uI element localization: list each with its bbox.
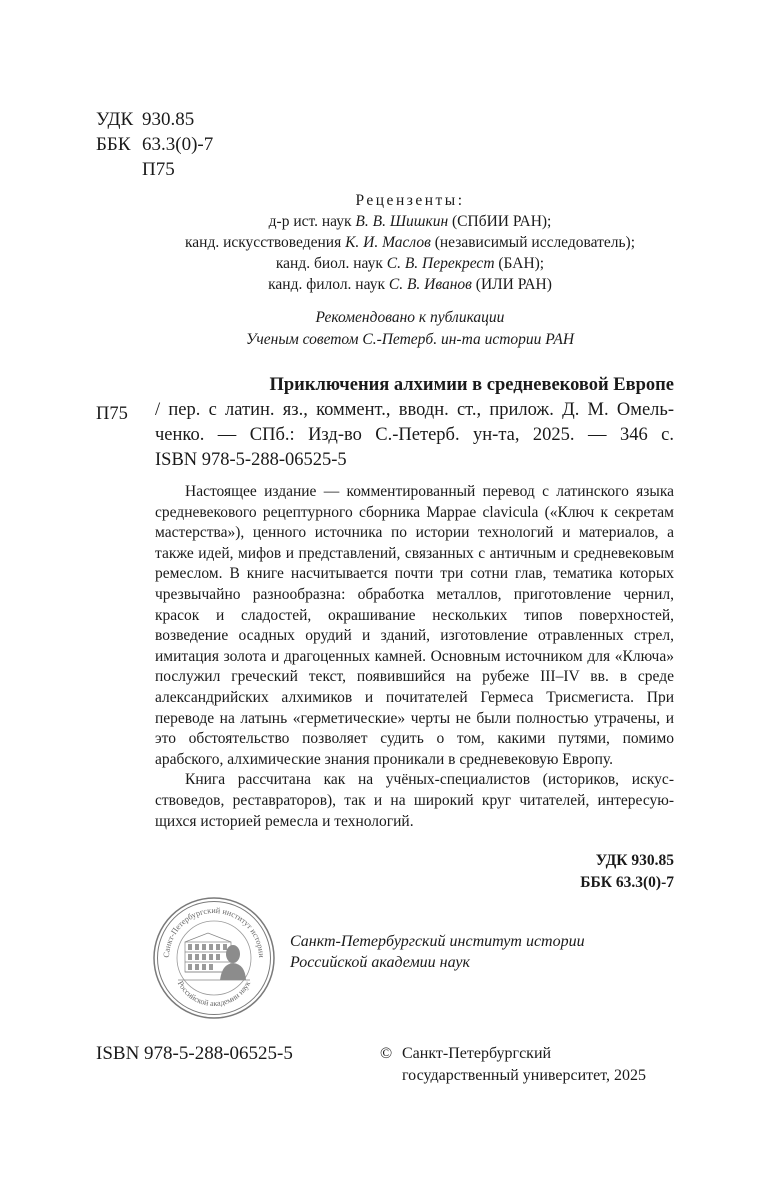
classification-bottom <box>450 850 674 894</box>
annotation-paragraph: Настоящее издание — комментированный перевод с латинского языка средневекового рецептурного сборника Mappae clavicula («Ключ к секретам мастерства»), ценного источника по истории технологий и материалов, а также идей, мифов и представлений, связанных с античным и средневековым ремеслом. В книге насчитывается почти три сотни глав, тематика которых чрезвычайно разнообразна: обработка металлов, приготовление чернил, красок и сладостей, окрашивание нескольких типов поверхностей, возведение осадных орудий и зданий, изготовление отравленных стрел, имитация золота и драгоценных камней. Основным источником для «Ключа» послужил греческий текст, появившийся на рубеже III–IV вв. в среде александрийских алхимиков и почитателей Гермеса Трисмегиста. При переводе на латынь «герметические» черты не были полностью утрачены, и это обстоятельство позволяет судить о том, какими путями, помимо арабского, алхимические знания проникали в средневековую Европу. <box>155 483 674 768</box>
seal-bottom-text: Российской академии наук <box>175 979 253 1009</box>
bbk-bottom: ББК 63.3(0)-7 <box>580 874 674 891</box>
recommendation-line-2: Ученым советом С.-Петерб. ин-та истории РАН <box>245 331 575 348</box>
annotation-paragraph: Книга рассчитана как на учёных-специалистов (историков, искусствоведов, реставраторов), так и на широкий круг читателей, интересующихся историей ремесла и технологий. <box>155 771 674 830</box>
copyright-holder-line-1: Санкт-Петербургский <box>402 1045 552 1062</box>
recommendation-line-1: Рекомендовано к публикации <box>315 309 505 326</box>
bibliographic-record <box>155 373 674 473</box>
bibliography-mark: П75 <box>96 404 128 424</box>
author-mark: П75 <box>142 159 175 180</box>
institute-seal-icon <box>152 896 276 1020</box>
udk-row: УДК 930.85 <box>96 109 195 130</box>
reviewers-heading: Рецензенты: <box>355 192 465 209</box>
institute-line-2: Российской академии наук <box>290 954 470 971</box>
institute-line-1: Санкт-Петербургский институт истории <box>290 933 585 950</box>
reviewer-1: д-р ист. наук В. В. Шишкин (СПбИИ РАН); <box>268 213 552 230</box>
seal-top-text: Санкт-Петербургский институт истории <box>161 905 267 958</box>
udk-bottom: УДК 930.85 <box>595 852 674 869</box>
annotation <box>155 482 674 832</box>
reviewer-3: канд. биол. наук С. В. Перекрест (БАН); <box>275 255 545 272</box>
publication-details: / пер. с латин. яз., коммент., вводн. ст., прилож. Д. М. Омельченко. — СПб.: Изд-во С.-Петерб. ун-та, 2025. — 346 с. <box>155 400 674 445</box>
bbk-row: ББК 63.3(0)-7 <box>96 134 214 155</box>
copyright-icon: © <box>380 1045 393 1062</box>
reviewer-4: канд. филол. наук С. В. Иванов (ИЛИ РАН) <box>268 276 552 293</box>
institute-seal <box>152 896 276 1020</box>
reviewers-block <box>150 190 670 295</box>
classification-block <box>96 107 213 182</box>
recommendation-block <box>150 307 670 351</box>
isbn-bottom: ISBN 978-5-288-06525-5 <box>96 1043 293 1064</box>
copyright-holder-line-2: государственный университет, 2025 <box>402 1067 647 1084</box>
reviewer-2: канд. искусствоведения К. И. Маслов (независимый исследователь); <box>184 234 636 251</box>
copyright-block <box>380 1043 646 1087</box>
book-title: Приключения алхимии в средневековой Европе <box>269 375 674 395</box>
record-isbn: ISBN 978-5-288-06525-5 <box>155 450 347 470</box>
institute-name <box>290 931 585 973</box>
